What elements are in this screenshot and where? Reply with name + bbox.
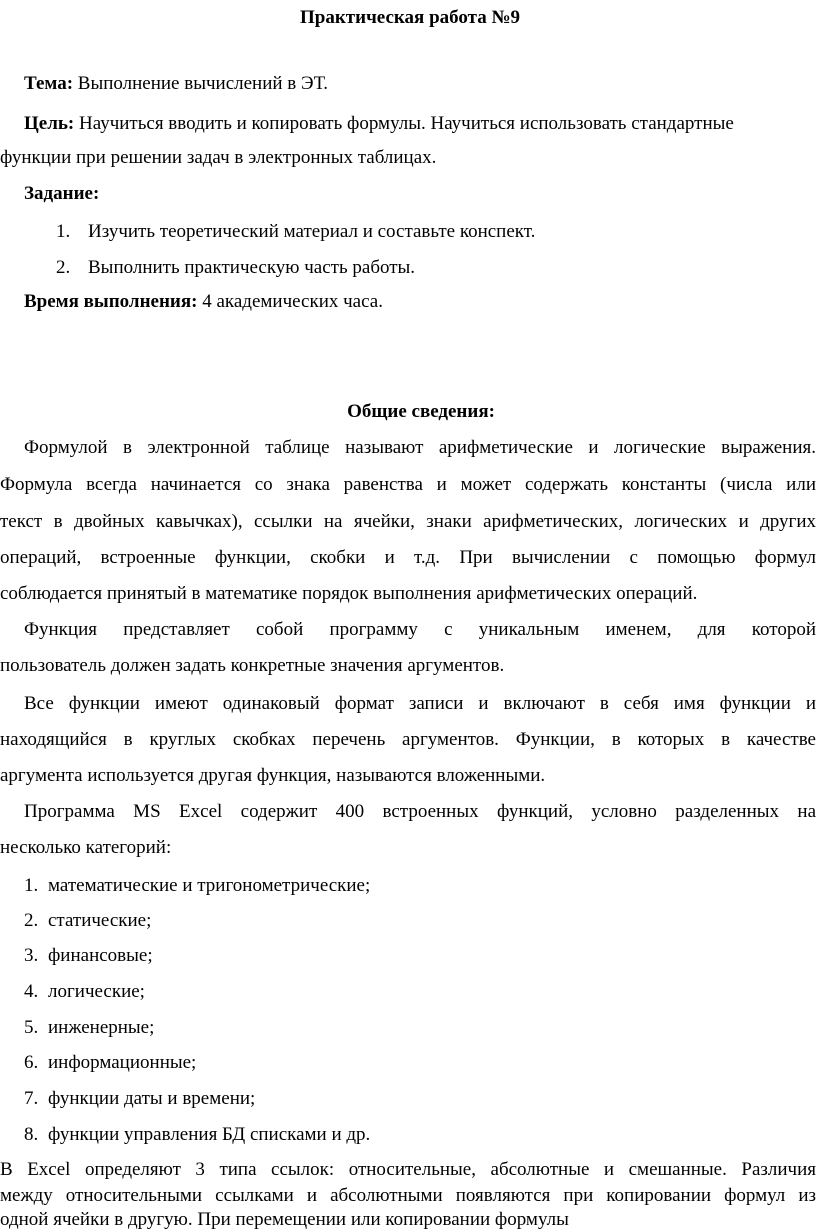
section-heading: Общие сведения:	[347, 401, 495, 422]
paragraph-line: Программа MS Excel содержит 400 встроенных функций, условно разделенных на	[24, 801, 816, 822]
category-item	[24, 1051, 196, 1075]
paragraph-line: аргумента используется другая функция, называются вложенными.	[0, 765, 546, 786]
paragraph-line: текст в двойных кавычках), ссылки на ячейки, знаки арифметических, логических и других	[0, 511, 816, 532]
category-number: 7.	[24, 1088, 39, 1109]
task-item-number: 1.	[56, 221, 71, 242]
category-text: информационные;	[48, 1052, 197, 1073]
goal-line-1	[24, 112, 734, 136]
category-number: 8.	[24, 1124, 39, 1145]
page-title: Практическая работа №9	[300, 7, 521, 28]
category-item	[24, 1016, 154, 1040]
topic-text: Выполнение вычислений в ЭТ.	[73, 73, 329, 94]
category-item	[24, 909, 151, 933]
paragraph-line: одной ячейки в другую. При перемещении или копировании формулы	[0, 1209, 569, 1230]
category-item	[24, 1123, 370, 1147]
category-text: функции даты и времени;	[48, 1088, 256, 1109]
category-text: финансовые;	[48, 945, 153, 966]
category-text: логические;	[48, 981, 145, 1002]
paragraph-line: между относительными ссылками и абсолютными появляются при копировании формул из	[0, 1185, 816, 1206]
category-text: функции управления БД списками и др.	[48, 1124, 371, 1145]
category-text: математические и тригонометрические;	[48, 875, 371, 896]
paragraph-line: Все функции имеют одинаковый формат записи и включают в себя имя функции и	[24, 693, 816, 714]
goal-label: Цель:	[24, 113, 75, 134]
time-label: Время выполнения:	[24, 291, 198, 312]
task-label: Задание:	[24, 183, 100, 204]
category-text: инженерные;	[48, 1017, 155, 1038]
paragraph-line: несколько категорий:	[0, 837, 172, 858]
category-number: 3.	[24, 945, 39, 966]
task-item	[56, 256, 415, 280]
paragraph-line: Формула всегда начинается со знака равенства и может содержать константы (числа или	[0, 474, 816, 495]
paragraph-line: пользователь должен задать конкретные значения аргументов.	[0, 655, 505, 676]
category-item	[24, 944, 153, 968]
paragraph-line: Формулой в электронной таблице называют арифметические и логические выражения.	[24, 437, 816, 458]
paragraph-line: соблюдается принятый в математике порядок выполнения арифметических операций.	[0, 583, 698, 604]
category-number: 4.	[24, 981, 39, 1002]
task-item-number: 2.	[56, 257, 71, 278]
topic-line	[24, 72, 328, 96]
category-item	[24, 980, 145, 1004]
topic-label: Тема:	[24, 73, 74, 94]
category-number: 2.	[24, 910, 39, 931]
category-number: 1.	[24, 875, 39, 896]
category-item	[24, 1087, 255, 1111]
time-text: 4 академических часа.	[197, 291, 383, 312]
time-line	[24, 290, 383, 314]
task-item-text: Изучить теоретический материал и составьте конспект.	[88, 221, 536, 242]
category-text: статические;	[48, 910, 152, 931]
category-item	[24, 874, 370, 898]
task-item-text: Выполнить практическую часть работы.	[88, 257, 416, 278]
paragraph-line: Функция представляет собой программу с уникальным именем, для которой	[24, 619, 816, 640]
goal-text-1: Научиться вводить и копировать формулы. Научиться использовать стандартные	[74, 113, 734, 134]
paragraph-line: находящийся в круглых скобках перечень аргументов. Функции, в которых в качестве	[0, 729, 816, 750]
paragraph-line: В Excel определяют 3 типа ссылок: относительные, абсолютные и смешанные. Различия	[0, 1159, 816, 1180]
category-number: 6.	[24, 1052, 39, 1073]
paragraph-line: операций, встроенные функции, скобки и т.д. При вычислении с помощью формул	[0, 547, 816, 568]
task-item	[56, 220, 535, 244]
goal-text-2: функции при решении задач в электронных таблицах.	[0, 147, 437, 168]
category-number: 5.	[24, 1017, 39, 1038]
